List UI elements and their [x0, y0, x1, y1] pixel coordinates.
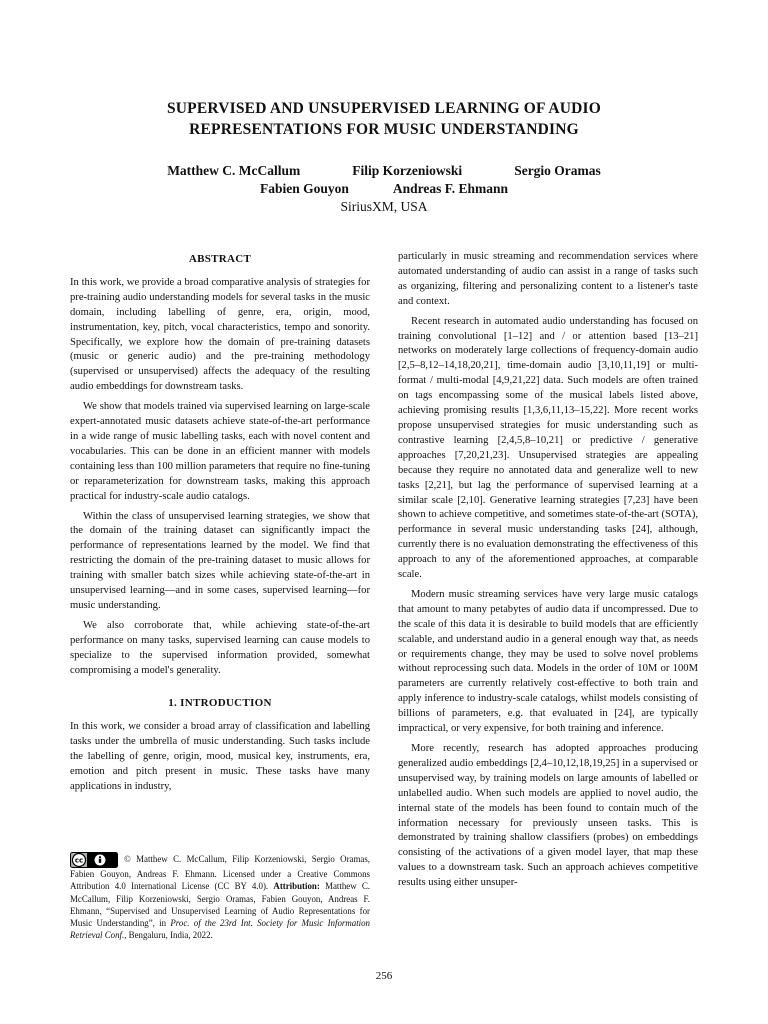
- abstract-heading: ABSTRACT: [188, 253, 252, 265]
- introduction-heading: 1. INTRODUCTION: [168, 697, 272, 710]
- body-paragraph: particularly in music streaming and recommendation services where automated understanding of audio can assist in a range of tasks such as organizing, filtering and personalizing content to a listener's taste and context.: [398, 251, 698, 307]
- author-name: Matthew C. McCallum: [167, 163, 301, 178]
- author-name: Sergio Oramas: [514, 163, 601, 178]
- affiliation: SiriusXM, USA: [340, 199, 428, 214]
- introduction-paragraph: In this work, we consider a broad array of classification and labelling tasks under the umbrella of music understanding. Such tasks include the labelling of genre, origin, mood, musical key, instruments, era, emotion and pitch present in music. These tasks have many applications in industry,: [70, 721, 370, 792]
- abstract-paragraph: Within the class of unsupervised learning strategies, we show that the domain of the training dataset can significantly impact the performance of representations learned by the model. We find that restricting the domain of the pre-training dataset to music allows for training with smaller batch sizes while achieving state-of-the-art in unsupervised learning—and in some cases, supervised learning—for music understanding.: [70, 510, 370, 611]
- author-row-2: [70, 180, 698, 198]
- title-line-2: REPRESENTATIONS FOR MUSIC UNDERSTANDING: [189, 121, 579, 138]
- body-paragraph: More recently, research has adopted approaches producing generalized audio embeddings [2,4–10,12,18,19,25] in a supervised or unsupervised way, by training models on large amounts of labelled or unlabelled audio. When such models are applied to novel audio, the internal state of the models has been found to contain much of the information necessary for previously unseen tasks. This is demonstrated by training shallow classifiers (probes) on embeddings consisting of the activations of a given model layer, that map these values to a downstream task. Such an approach achieves competitive results using either unsuper-: [398, 743, 698, 889]
- conference-location: Bengaluru, India, 2022.: [128, 930, 213, 941]
- right-column: [398, 250, 698, 896]
- copyright-text: © Matthew C. McCallum, Filip Korzeniowski, Sergio Oramas, Fabien Gouyon, Andreas F. Ehmann. Licensed under a Creative Commons Attribution 4.0 International License (CC BY 4.0).: [70, 854, 370, 892]
- author-block: [70, 162, 698, 216]
- proceedings-name: Proc. of the 23rd Int. Society for Music Information Retrieval Conf.,: [70, 918, 370, 941]
- license-footnote: [70, 852, 370, 942]
- body-paragraph: Modern music streaming services have very large music catalogs that amount to many petabytes of audio data if uncompressed. Due to the scale of this data it is desirable to build models that are efficiently scalable, and understand audio in a general enough way that, as needs or requirements change, they may be used to solve novel problems without reprocessing such data. Models in the order of 10M or 100M parameters are currently relatively cost-effective to both train and apply inference to industry-scale catalogs, whilst models consisting of billions of parameters, e.g. that evaluated in [24], are typically impractical, or very expensive, for both training and inference.: [398, 588, 698, 735]
- author-name: Andreas F. Ehmann: [392, 181, 509, 196]
- body-paragraph: Recent research in automated audio understanding has focused on training convolutional [1–12] and / or attention based [13–21] networks on moderately large collections of frequency-domain audio [2,5–8,12–14,18,20,21], time-domain audio [3,10,11,19] or multi-format / multi-modal [4,9,21,22] data. Such models are often trained on tags encompassing some of the musical labels listed above, achieving promising results [1,3,6,11,13–15,22]. More recent works propose unsupervised strategies for music understanding such as contrastive learning [2,4,5,8–10,21] or predictive / generative approaches [7,20,21,23]. Unsupervised strategies are appealing because they require no annotated data and generalize well to new tasks [2,21], but lag the performance of supervised learning at a similar scale [2,10]. Generative learning strategies [7,23] have been shown to achieve competitive, and sometimes state-of-the-art (SOTA), performance in several music understanding tasks [24], although, currently there is no evaluation demonstrating the effectiveness of this approach to any of the aforementioned approaches, at comparable scale.: [398, 315, 698, 581]
- abstract-paragraph: In this work, we provide a broad comparative analysis of strategies for pre-training audio understanding models for several tasks in the music domain, including labelling of genre, era, origin, mood, instrumentation, key, pitch, vocal characteristics, tempo and sonority. Specifically, we explore how the domain of pre-training datasets (music or generic audio) and the pre-training methodology (supervised or unsupervised) affects the adequacy of the resulting audio embeddings for downstream tasks.: [70, 276, 370, 393]
- attribution-label: Attribution:: [273, 881, 320, 892]
- author-name: Filip Korzeniowski: [352, 163, 463, 178]
- author-row-1: [70, 162, 698, 180]
- title-line-1: SUPERVISED AND UNSUPERVISED LEARNING OF AUDIO: [166, 100, 602, 117]
- abstract-paragraph: We show that models trained via supervised learning on large-scale expert-annotated music datasets achieve state-of-the-art performance in a wide range of music labelling tasks, each with novel content and vocabularies. This can be done in an efficient manner with models containing less than 100 million parameters that require no fine-tuning or reparameterization for downstream tasks, making this approach practical for industry-scale audio catalogs.: [70, 401, 370, 502]
- creative-commons-by-icon: [70, 852, 118, 868]
- author-name: Fabien Gouyon: [259, 181, 349, 196]
- page-number: 256: [375, 970, 393, 982]
- attribution-text: Matthew C. McCallum, Filip Korzeniowski, Sergio Oramas, Fabien Gouyon, Andreas F. Ehmann, “Supervised and Unsupervised Learning of Audio Representations for Music Understanding”, in: [70, 881, 371, 929]
- svg-text:cc: cc: [74, 856, 84, 865]
- left-column: [70, 252, 370, 800]
- paper-title: [70, 98, 698, 140]
- abstract-paragraph: We also corroborate that, while achieving state-of-the-art performance on many tasks, supervised learning can cause models to specialize to the supervised information provided, somewhat compromising a model's generality.: [70, 619, 370, 676]
